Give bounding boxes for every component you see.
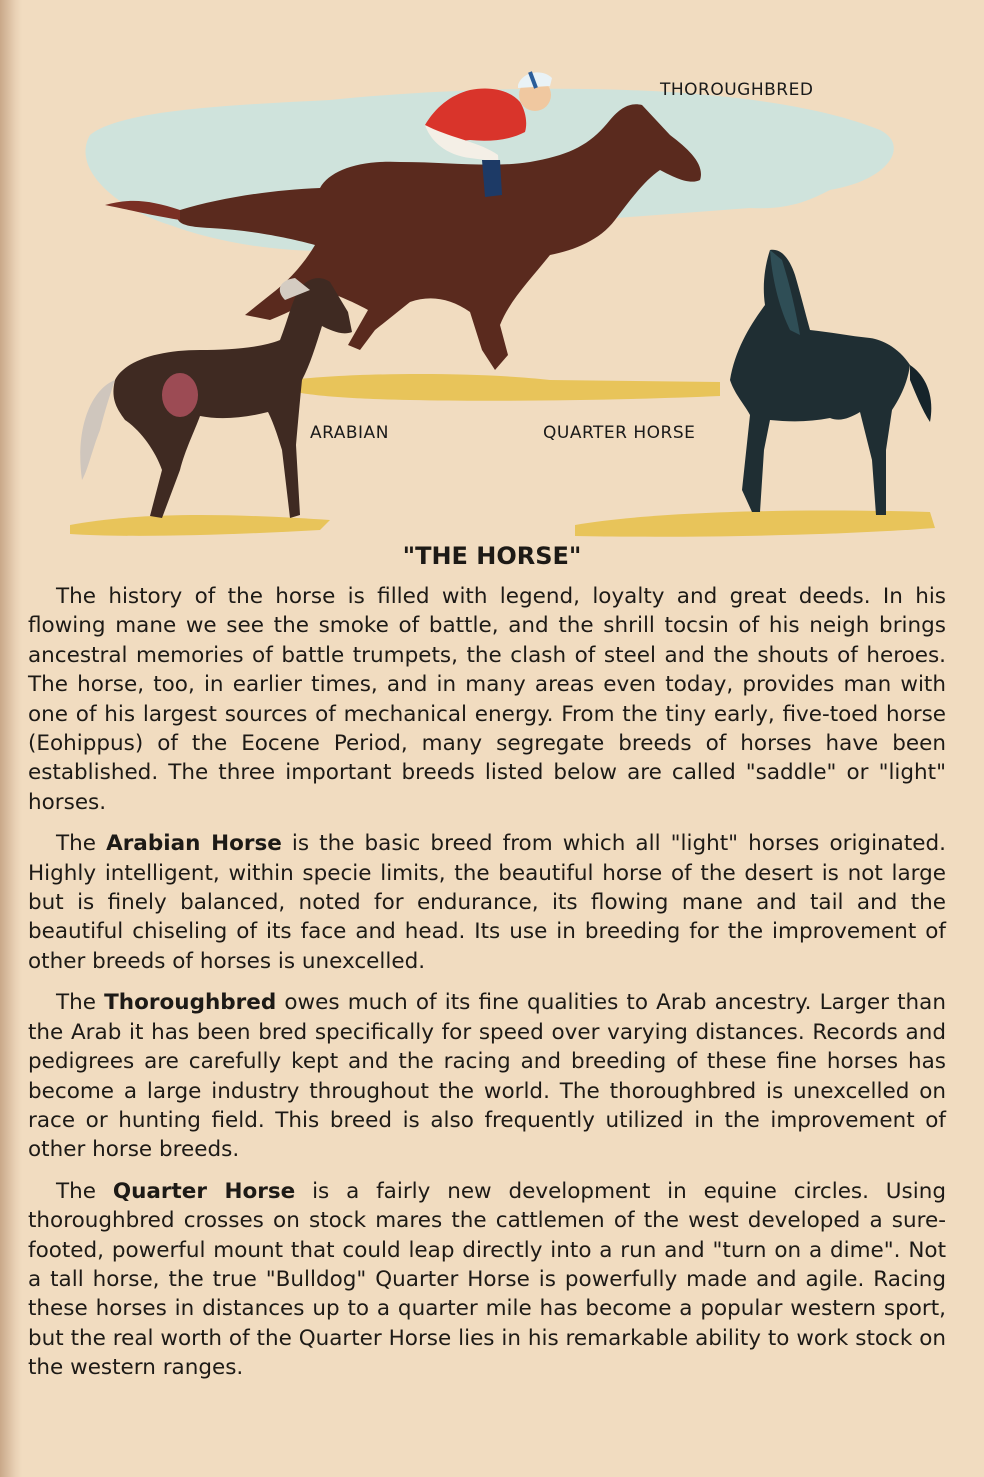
paragraph-lead: The bbox=[56, 831, 107, 857]
paragraph-intro bbox=[28, 582, 946, 817]
paragraph-rest: is the basic breed from which all "light" horses originated. Highly intelligent, within specie limits, the beautiful horse of the desert is not large but is finely balanced, noted for endurance, its flowing mane and tail and the beautiful chiseling of its face and head. Its use in breeding for the improvement of other breeds of horses is unexcelled. bbox=[28, 831, 946, 974]
ground-left bbox=[70, 515, 330, 536]
label-arabian: ARABIAN bbox=[310, 423, 389, 443]
article-body bbox=[28, 582, 946, 1395]
paragraph-thoroughbred bbox=[28, 988, 946, 1164]
label-thoroughbred: THOROUGHBRED bbox=[660, 80, 814, 100]
paragraph-lead: The bbox=[56, 990, 105, 1016]
paragraph-rest: is a fairly new development in equine circles. Using thoroughbred crosses on stock mares the cattlemen of the west developed a sure-footed, powerful mount that could leap directly into a run and "turn on a dime". Not a tall horse, the true "Bulldog" Quarter Horse is powerfully made and agile. Racing these horses in distances up to a quarter mile has become a popular western sport, but the real worth of the Quarter Horse lies in his remarkable ability to work stock on the western ranges. bbox=[28, 1178, 946, 1381]
label-quarter-horse: QUARTER HORSE bbox=[543, 423, 696, 443]
quarter-horse-figure bbox=[730, 250, 931, 515]
paragraph-bold: Arabian Horse bbox=[106, 831, 282, 857]
paragraph-bold: Quarter Horse bbox=[112, 1178, 296, 1204]
arabian-figure bbox=[80, 278, 352, 518]
paragraph-arabian bbox=[28, 829, 946, 976]
paragraph-lead: The bbox=[56, 1178, 113, 1204]
paragraph-quarter-horse bbox=[28, 1177, 946, 1383]
paragraph-rest: The history of the horse is filled with legend, loyalty and great deeds. In his flowing mane we see the smoke of battle, and the shrill tocsin of his neigh brings ancestral memories of battle trumpets, the clash of steel and the shouts of heroes. The horse, too, in earlier times, and in many areas even today, provides man with one of his largest sources of mechanical energy. From the tiny early, five-toed horse (Eohippus) of the Eocene Period, many segregate breeds of horses have been established. The three important breeds listed below are called "saddle" or "light" horses. bbox=[28, 584, 946, 815]
page-title: "THE HORSE" bbox=[402, 542, 582, 570]
page-edge bbox=[0, 0, 22, 1477]
paragraph-rest: owes much of its fine qualities to Arab ancestry. Larger than the Arab it has been bred specifically for speed over varying distances. Records and pedigrees are carefully kept and the racing and breeding of these fine horses has become a large industry throughout the world. The thoroughbred is unexcelled on race or hunting field. This breed is also frequently utilized in the improvement of other horse breeds. bbox=[28, 990, 946, 1163]
horse-illustration bbox=[30, 50, 960, 540]
ground-center bbox=[290, 374, 720, 401]
paragraph-bold: Thoroughbred bbox=[104, 990, 277, 1016]
